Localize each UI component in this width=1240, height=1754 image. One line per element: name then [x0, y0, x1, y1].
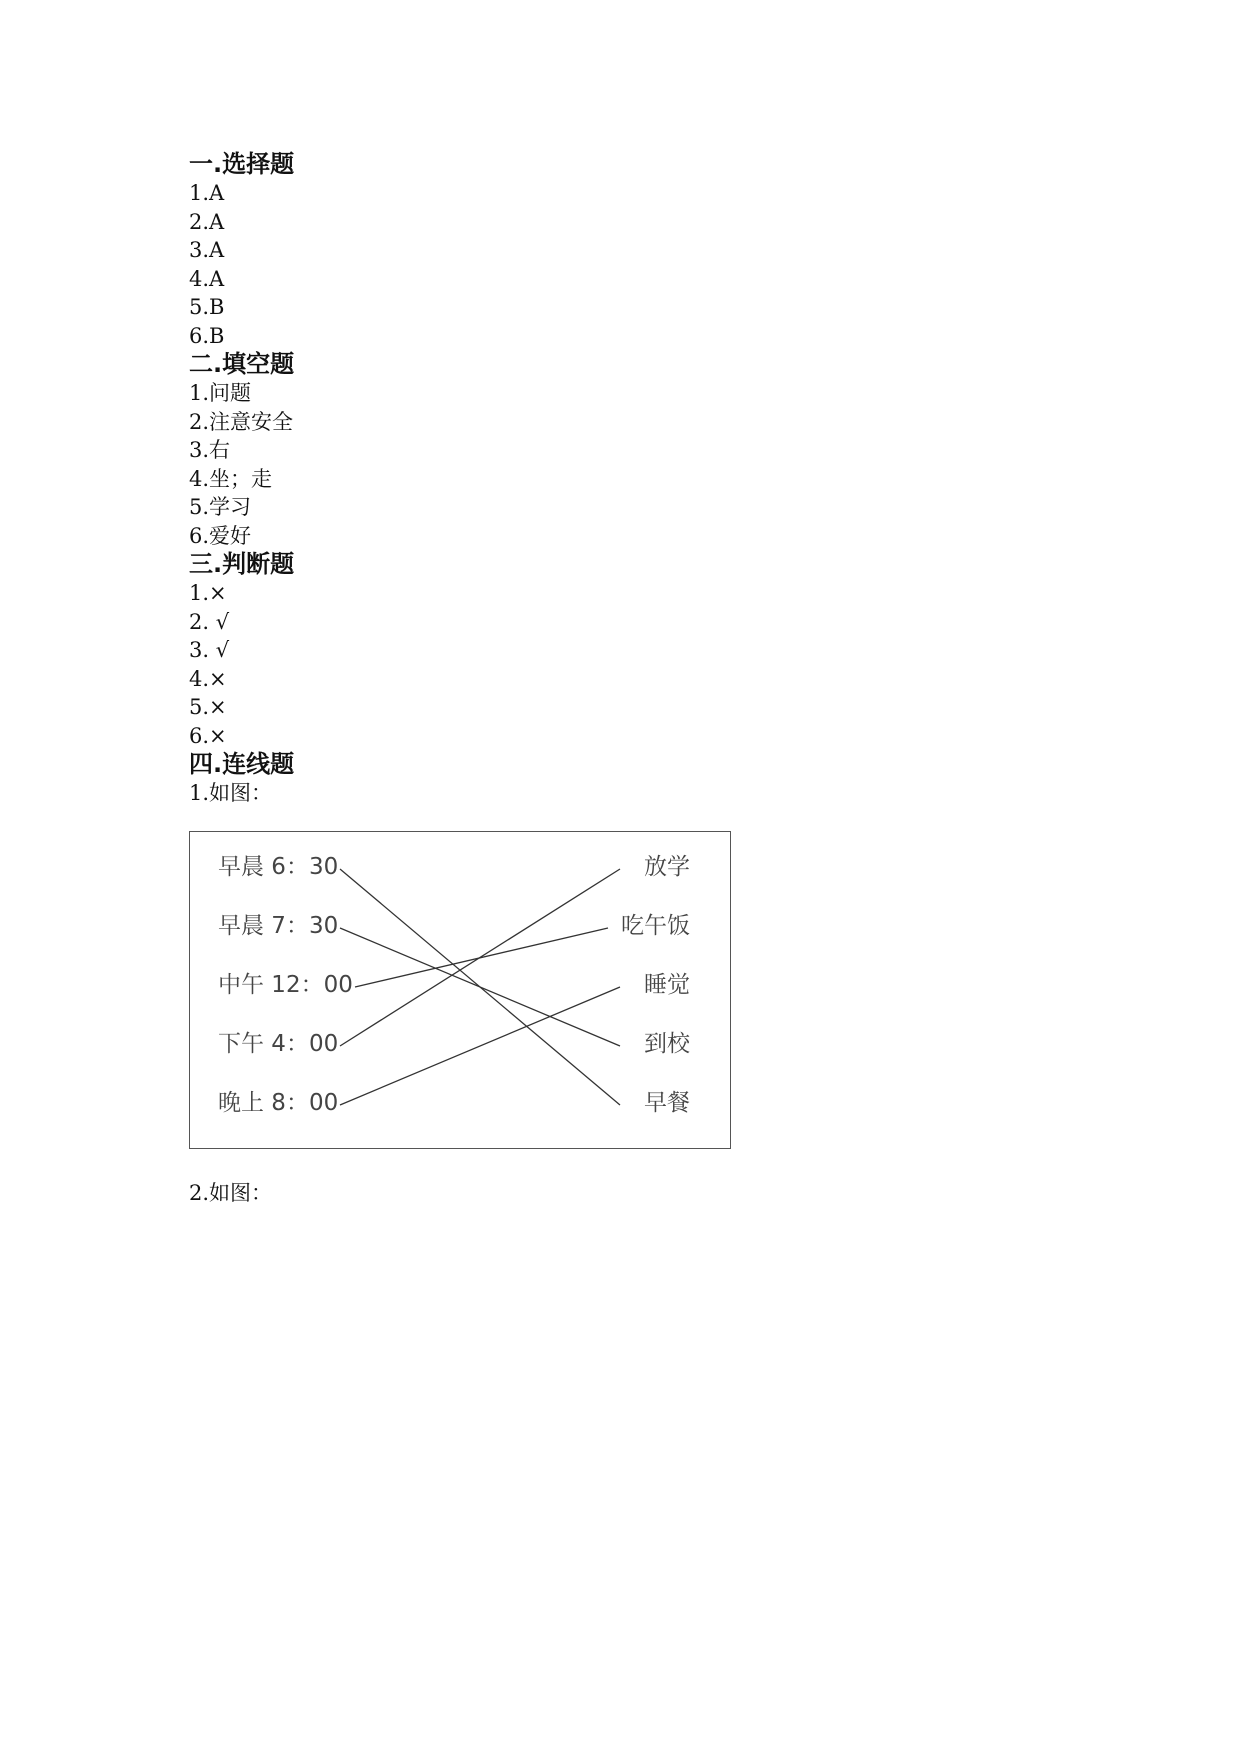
section-title-matching: 四.连线题 [189, 750, 295, 778]
left-item-time: 中午 12：00 [218, 971, 353, 998]
answer-item: 5.学习 [189, 495, 252, 519]
answer-item: 1.A [189, 181, 225, 205]
answer-item: 6.× [189, 723, 227, 748]
left-item-time: 下午 4：00 [218, 1030, 339, 1057]
answer-item: 4.× [189, 666, 227, 691]
answer-item: 5.B [189, 295, 225, 319]
right-item-activity: 放学 [644, 853, 690, 880]
answer-item: 1.× [189, 581, 227, 605]
answer-item: 6.B [189, 323, 225, 348]
answer-item: 5.× [189, 695, 227, 719]
connection-line [340, 987, 620, 1105]
answer-item: 3.右 [189, 438, 231, 462]
answer-item: 2.注意安全 [189, 409, 294, 434]
answer-item: 4.A [189, 266, 225, 291]
answer-item: 1.如图： [189, 781, 273, 805]
left-item-time: 早晨 7：30 [218, 912, 339, 939]
answer-item: 2.A [189, 209, 225, 234]
matching-figure [189, 831, 731, 1149]
left-item-time: 早晨 6：30 [218, 853, 339, 880]
answer-item: 4.坐；走 [189, 466, 273, 491]
right-item-activity: 吃午饭 [621, 912, 690, 939]
connection-line [340, 928, 620, 1046]
answer-item: 2.如图： [189, 1180, 273, 1205]
section-title-true-false: 三.判断题 [189, 550, 295, 578]
connection-line [340, 869, 620, 1046]
connection-line [355, 928, 608, 987]
right-item-activity: 睡觉 [644, 971, 690, 998]
section-title-choice: 一.选择题 [189, 150, 295, 178]
answer-item: 2. √ [189, 609, 230, 634]
section-title-fill-blank: 二.填空题 [189, 350, 295, 378]
answer-item: 1.问题 [189, 381, 252, 405]
left-item-time: 晚上 8：00 [218, 1089, 339, 1116]
right-item-activity: 到校 [644, 1030, 690, 1057]
answer-item: 6.爱好 [189, 523, 252, 548]
answer-sheet [189, 150, 1089, 1207]
answer-item: 3. √ [189, 638, 230, 662]
answer-item: 3.A [189, 238, 225, 262]
right-item-activity: 早餐 [644, 1089, 690, 1116]
